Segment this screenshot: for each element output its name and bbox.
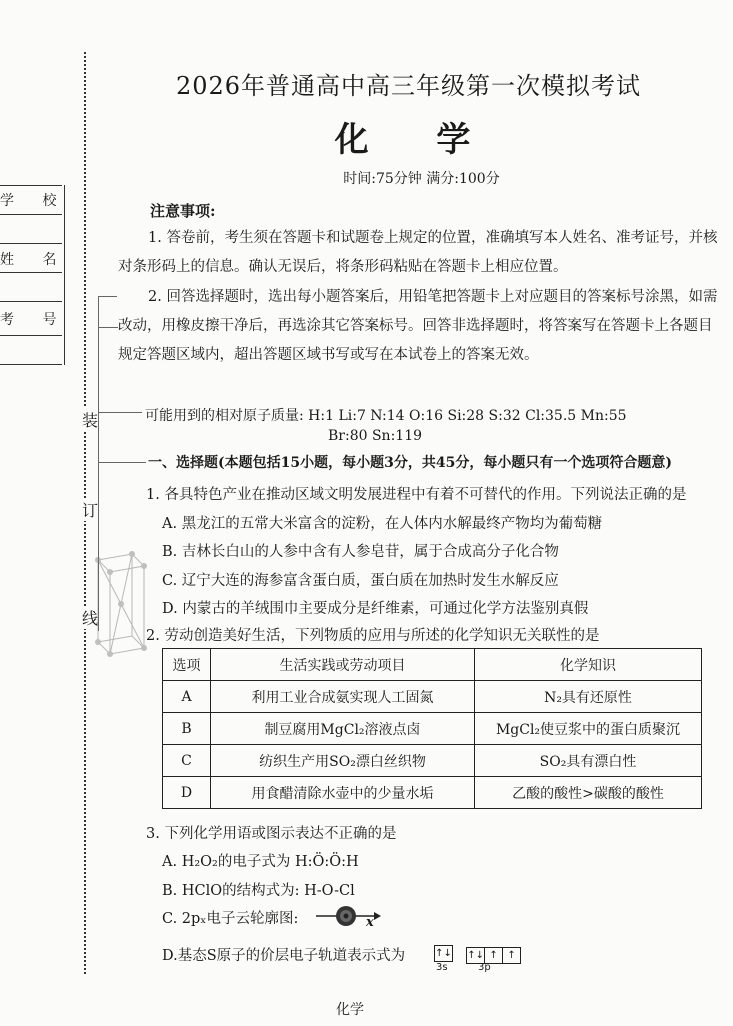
- leader-line: [98, 462, 146, 463]
- page-footer: 化学: [336, 1002, 364, 1018]
- margin-char-xian: 线: [80, 606, 100, 629]
- q1-option-c[interactable]: C. 辽宁大连的海参富含蛋白质，蛋白质在加热时发生水解反应: [162, 573, 559, 589]
- exam-no-label: 考 号: [0, 312, 69, 328]
- time-score: 时间:75分钟 满分:100分: [343, 171, 500, 187]
- table-cell: SO₂具有漂白性: [475, 745, 702, 777]
- orbital-label-3p: 3p: [478, 962, 491, 973]
- q3-option-c-text: C. 2pₓ电子云轮廓图:: [162, 911, 299, 927]
- orbital-box-3p: ↑: [485, 947, 503, 964]
- table-cell: 制豆腐用MgCl₂溶液点卤: [211, 713, 475, 745]
- info-box-border: [64, 185, 65, 365]
- margin-char-ding: 订: [80, 498, 100, 521]
- orbital-group-3p: [466, 947, 521, 964]
- section-heading: 一、选择题(本题包括15小题，每小题3分，共45分，每小题只有一个选项符合题意): [148, 455, 672, 471]
- q1-option-b[interactable]: B. 吉林长白山的人参中含有人参皂苷，属于合成高分子化合物: [162, 544, 559, 560]
- orbital-box-3p: ↑: [503, 947, 521, 964]
- subject-title: 化 学: [334, 120, 499, 160]
- table-header-row: [163, 649, 702, 681]
- table-row[interactable]: [163, 777, 702, 809]
- table-cell: N₂具有还原性: [475, 681, 702, 713]
- table-row[interactable]: [163, 681, 702, 713]
- q3-option-c[interactable]: [162, 907, 298, 928]
- table-cell: B: [163, 713, 211, 745]
- atomic-masses-line2: Br:80 Sn:119: [328, 428, 423, 444]
- table-cell: C: [163, 745, 211, 777]
- q1-option-a[interactable]: A. 黑龙江的五常大米富含的淀粉，在人体内水解最终产物均为葡萄糖: [162, 516, 603, 532]
- orbital-box-3p: ↑↓: [466, 947, 485, 964]
- table-header: 选项: [163, 649, 211, 681]
- school-blank[interactable]: [0, 214, 62, 243]
- table-cell: D: [163, 777, 211, 809]
- orbital-diagram: [434, 943, 521, 964]
- q2-stem: 2. 劳动创造美好生活，下列物质的应用与所述的化学知识无关联性的是: [146, 628, 600, 644]
- q3-option-a[interactable]: [162, 850, 359, 871]
- table-cell: 用食醋清除水壶中的少量水垢: [211, 777, 475, 809]
- margin-char-zhuang: 装: [80, 408, 100, 431]
- notice-item-1: 1. 答卷前，考生须在答题卡和试题卷上规定的位置，准确填写本人姓名、准考证号，并核对条形码上的信息。确认无误后，将条形码粘贴在答题卡上相应位置。: [118, 230, 718, 275]
- q3-option-d-text: D.基态S原子的价层电子轨道表示式为: [162, 948, 406, 964]
- table-cell: 纺织生产用SO₂漂白丝织物: [211, 745, 475, 777]
- q3-option-b[interactable]: B. HClO的结构式为: H-O-Cl: [162, 883, 355, 899]
- table-header: 化学知识: [475, 649, 702, 681]
- exam-no-blank[interactable]: [0, 335, 62, 365]
- q3-stem: 3. 下列化学用语或图示表达不正确的是: [146, 826, 397, 842]
- table-cell: A: [163, 681, 211, 713]
- orbital-axis-label: x: [366, 915, 374, 930]
- table-cell: MgCl₂使豆浆中的蛋白质聚沉: [475, 713, 702, 745]
- table-row[interactable]: [163, 745, 702, 777]
- name-label: 姓 名: [0, 252, 69, 268]
- orbital-label-3s: 3s: [436, 962, 448, 973]
- name-blank[interactable]: [0, 272, 62, 301]
- table-cell: 利用工业合成氨实现人工固氮: [211, 681, 475, 713]
- q3-option-d[interactable]: [162, 944, 405, 965]
- leader-line: [98, 412, 142, 413]
- notice-title: 注意事项:: [150, 202, 216, 220]
- table-header: 生活实践或劳动项目: [211, 649, 475, 681]
- atomic-masses-line1: 可能用到的相对原子质量: H:1 Li:7 N:14 O:16 Si:28 S:32 Cl:35.5 Mn:55: [145, 408, 627, 424]
- orbital-box-3s: ↑↓: [434, 945, 453, 962]
- q3-option-a-text: A. H₂O₂的电子式为: [162, 854, 291, 870]
- q1-option-d[interactable]: D. 内蒙古的羊绒围巾主要成分是纤维素，可通过化学方法鉴别真假: [162, 601, 589, 617]
- school-label: 学 校: [0, 193, 69, 209]
- q2-table: [162, 648, 702, 809]
- exam-title: 2026年普通高中高三年级第一次模拟考试: [175, 72, 642, 100]
- notice-item-2: 2. 回答选择题时，选出每小题答案后，用铅笔把答题卡上对应题目的答案标号涂黑，如需改动，用橡皮擦干净后，再选涂其它答案标号。回答非选择题时，将答案写在答题卡上各题目规定答题区域内，超出答题区域书写或写在本试卷上的答案无效。: [118, 289, 718, 363]
- leader-line: [98, 327, 118, 328]
- h2o2-electron-formula: H:Ö:Ö:H: [294, 854, 359, 870]
- q1-stem: 1. 各具特色产业在推动区域文明发展进程中有着不可替代的作用。下列说法正确的是: [146, 487, 687, 503]
- table-row[interactable]: [163, 713, 702, 745]
- crystal-lattice-watermark: [92, 550, 150, 660]
- table-cell: 乙酸的酸性>碳酸的酸性: [475, 777, 702, 809]
